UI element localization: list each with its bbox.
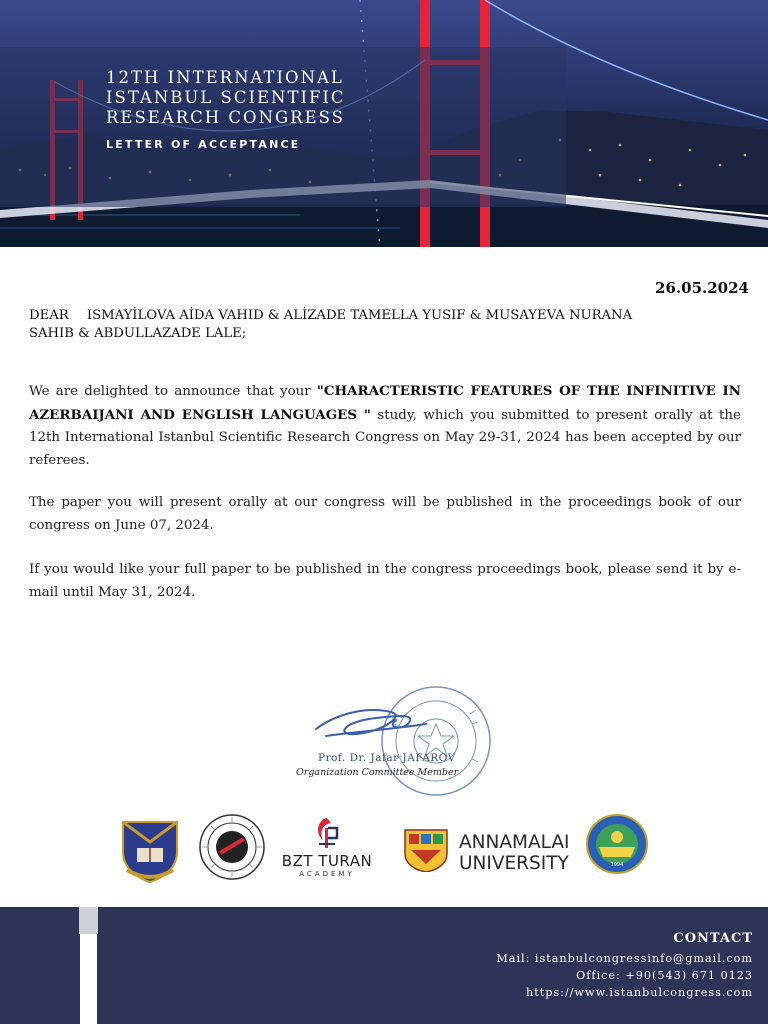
publication-paragraph: The paper you will present orally at our congress will be published in the proceedings book of our congress on June 07, 2024. <box>29 495 741 533</box>
contact-phone: Office: +90(543) 671 0123 <box>576 969 753 982</box>
footer-accent-bar <box>79 907 98 934</box>
contact-footer <box>0 907 768 1024</box>
submission-paragraph: If you would like your full paper to be published in the congress proceedings book, please send it by e-mail until May 31, 2024. <box>29 562 741 600</box>
contact-heading: CONTACT <box>673 931 753 946</box>
recipients-line <box>29 307 669 343</box>
recipient-names: ISMAYİLOVA AİDA VAHID & ALİZADE TAMELLA YUSIF & MUSAYEVA NURANA SAHIB & ABDULLAZADE LALE; <box>29 308 633 341</box>
congress-title: 12TH INTERNATIONAL ISTANBUL SCIENTIFIC RESEARCH CONGRESS <box>106 68 346 127</box>
signature-and-seal <box>296 684 496 800</box>
salutation: DEAR <box>29 308 69 323</box>
contact-website: https://www.istanbulcongress.com <box>526 986 753 999</box>
circular-university-emblem <box>198 813 266 881</box>
annamalai-university-name: ANNAMALAI UNIVERSITY <box>459 832 570 874</box>
letter-type-label: LETTER OF ACCEPTANCE <box>106 138 301 151</box>
letter-date: 26.05.2024 <box>655 279 749 297</box>
bzt-turan-name: BZT TURAN <box>281 852 373 870</box>
paper-title: "CHARACTERISTIC FEATURES OF THE INFINITIVE IN AZERBAIJANI AND ENGLISH LANGUAGES " <box>29 383 741 423</box>
header-banner <box>0 0 768 247</box>
signatory-role: Organization Committee Member <box>296 767 459 778</box>
bzt-turan-subtitle: ACADEMY <box>299 870 355 878</box>
footer-accent-stripe <box>80 934 97 1024</box>
acceptance-intro: We are delighted to announce that your <box>29 384 317 399</box>
contact-email: Mail: istanbulcongressinfo@gmail.com <box>496 952 753 965</box>
handwritten-signature <box>316 710 426 736</box>
svg-text:1994: 1994 <box>610 862 624 868</box>
university-crest-logo <box>117 818 183 884</box>
acceptance-paragraph <box>29 380 741 472</box>
official-seal-icon <box>382 687 490 795</box>
acceptance-details: study, which you submitted to present orally at the 12th International Istanbul Scientific Research Congress on May 29-31, 2024 has been accepted by our referees. <box>29 407 741 468</box>
annamalai-crest-icon <box>401 826 451 872</box>
bzt-turan-logo-icon <box>309 814 345 852</box>
round-academy-seal-logo <box>585 813 649 875</box>
signatory-name: Prof. Dr. Jafar JAFAROV <box>318 752 456 764</box>
